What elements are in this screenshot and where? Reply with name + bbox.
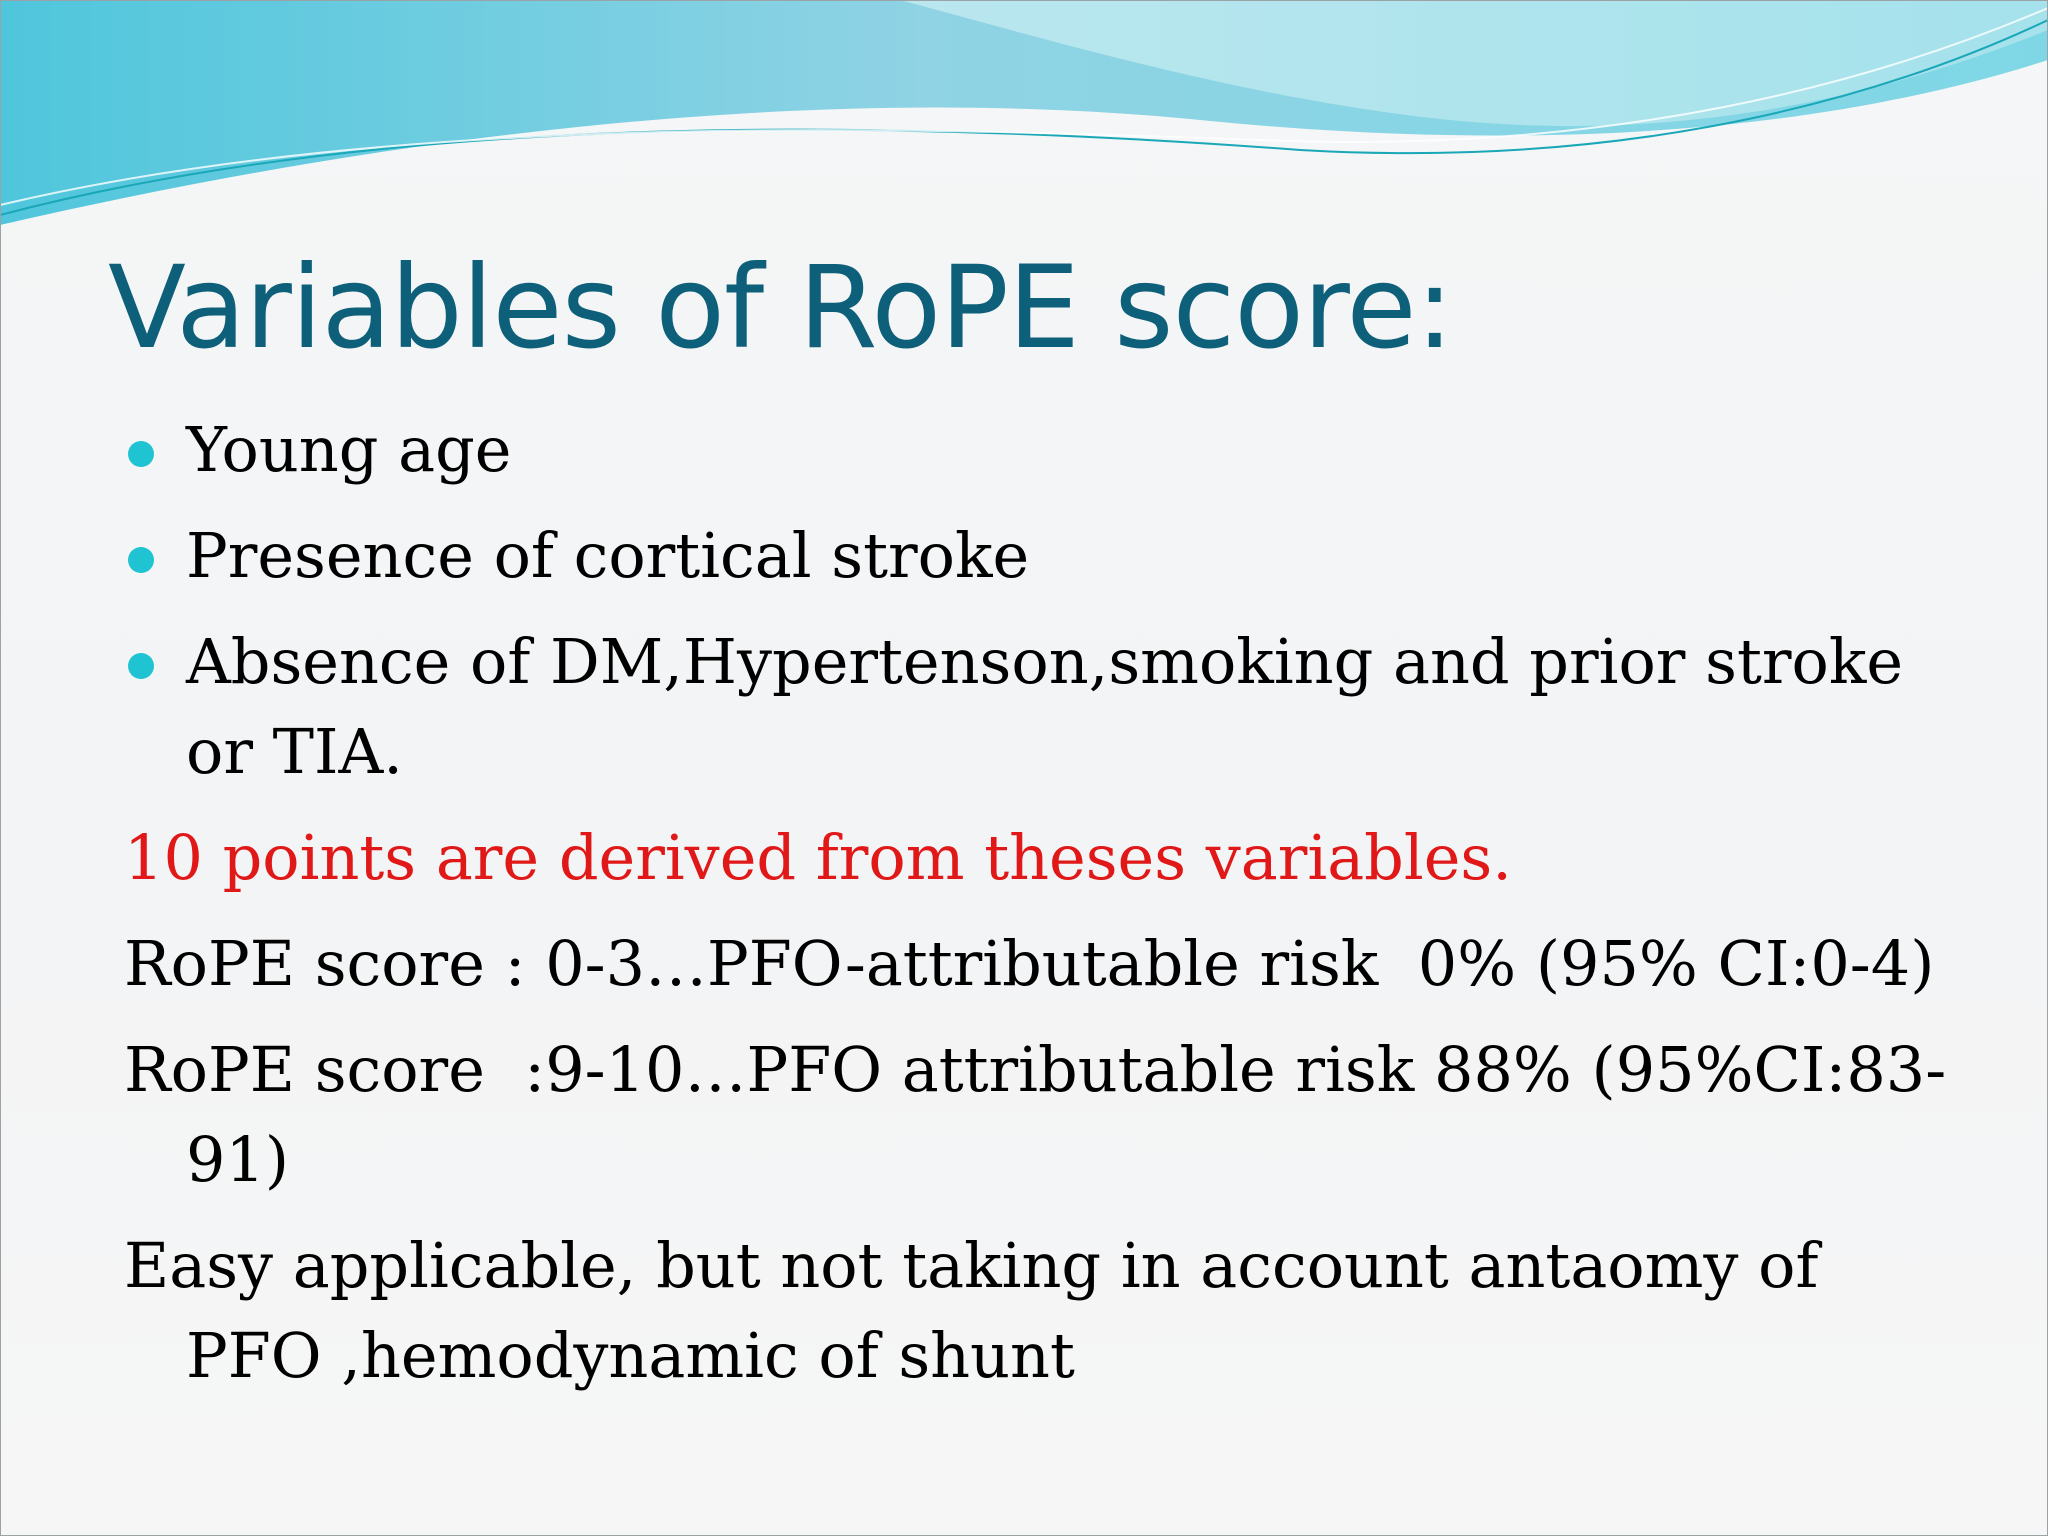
rope-low-score-line: RoPE score : 0-3…PFO-attributable risk 0% (95% CI:0-4) — [124, 927, 1935, 1000]
list-item-text: Absence of DM,Hypertenson,smoking and prior stroke or TIA. — [186, 625, 1904, 788]
limitation-line: Easy applicable, but not taking in account antaomy of PFO ,hemodynamic of shunt — [124, 1229, 1839, 1392]
rope-high-score-line: RoPE score :9-10…PFO attributable risk 88% (95%CI:83-91) — [124, 1033, 1947, 1196]
bullet-icon — [128, 547, 154, 573]
bullet-icon — [128, 441, 154, 467]
list-item — [124, 405, 1964, 495]
list-item — [124, 617, 1964, 797]
slide-title: Variables of RoPE score: — [108, 241, 1453, 374]
highlight-line: 10 points are derived from theses variables. — [124, 821, 1512, 894]
list-item-text: Young age — [186, 413, 512, 486]
header-wave-decoration — [0, 0, 2048, 240]
bullet-icon — [128, 653, 154, 679]
list-item — [124, 511, 1964, 601]
list-item-text: Presence of cortical stroke — [186, 519, 1030, 592]
variables-list — [124, 405, 1964, 797]
slide-content — [124, 405, 1964, 1417]
